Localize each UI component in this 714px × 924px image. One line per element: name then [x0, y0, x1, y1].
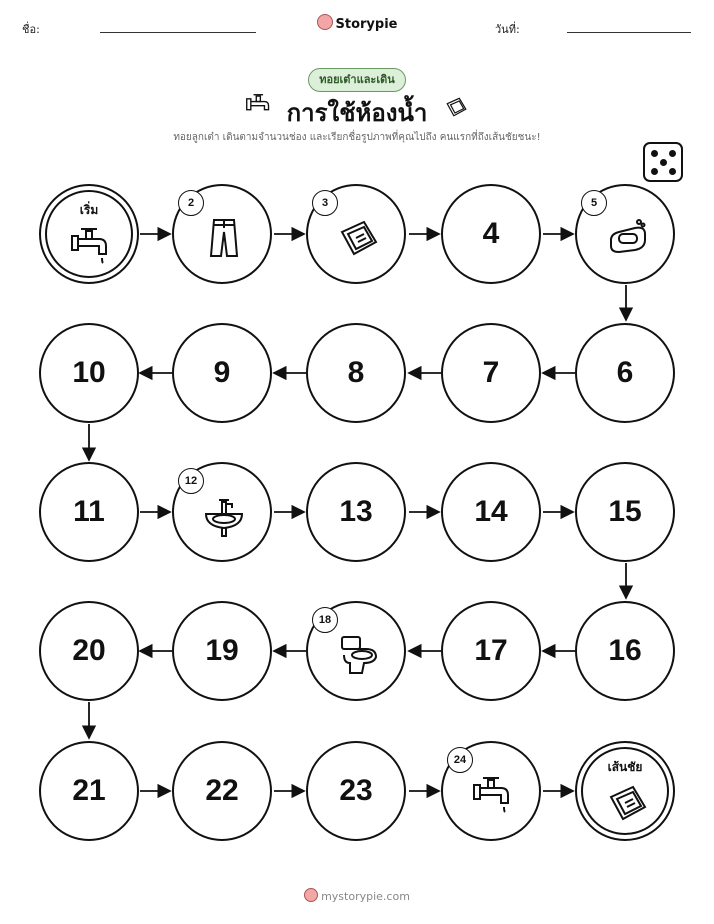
space-number: 13: [339, 495, 373, 528]
space-number-badge: 2: [178, 190, 204, 216]
board-space-11[interactable]: [39, 462, 139, 562]
board-space-25[interactable]: [575, 741, 675, 841]
space-number: 23: [339, 774, 373, 807]
board-space-14[interactable]: [441, 462, 541, 562]
space-number: 4: [482, 217, 500, 250]
space-number: 22: [205, 774, 239, 807]
board-space-13[interactable]: [306, 462, 406, 562]
toilet-icon: [336, 633, 380, 677]
start-label: เริ่ม: [79, 203, 99, 217]
space-number: 8: [347, 356, 365, 389]
space-number: 20: [72, 634, 106, 667]
board-space-3[interactable]: [306, 184, 406, 284]
storypie-logo-icon: [304, 888, 318, 902]
space-number: 9: [213, 356, 231, 389]
space-number: 14: [474, 495, 508, 528]
faucet-icon: [471, 773, 515, 817]
board-space-21[interactable]: [39, 741, 139, 841]
pants-icon: [202, 216, 246, 260]
space-number-badge: 3: [312, 190, 338, 216]
space-number-badge: 18: [312, 607, 338, 633]
space-number: 15: [608, 495, 642, 528]
space-number: 17: [474, 634, 508, 667]
page-title: การใช้ห้องน้ำ: [286, 99, 428, 127]
board-space-10[interactable]: [39, 323, 139, 423]
faucet-icon: [69, 224, 113, 268]
space-number: 7: [482, 356, 500, 389]
board-space-2[interactable]: [172, 184, 272, 284]
space-number: 10: [72, 356, 106, 389]
board-space-12[interactable]: [172, 462, 272, 562]
towel-icon: [605, 781, 649, 825]
soap-icon: [605, 216, 649, 260]
space-number: 16: [608, 634, 642, 667]
space-number: 11: [73, 495, 105, 528]
board-space-8[interactable]: [306, 323, 406, 423]
footer: [0, 888, 714, 903]
name-label: ชื่อ:: [22, 23, 40, 36]
sink-icon: [202, 494, 246, 538]
board-space-15[interactable]: [575, 462, 675, 562]
activity-badge: ทอยเต๋าและเดิน: [308, 68, 406, 92]
towel-icon: [336, 216, 380, 260]
brand-name: Storypie: [335, 17, 398, 32]
board-space-1[interactable]: [39, 184, 139, 284]
board-space-20[interactable]: [39, 601, 139, 701]
board-space-16[interactable]: [575, 601, 675, 701]
board-space-4[interactable]: [441, 184, 541, 284]
space-number-badge: 12: [178, 468, 204, 494]
space-number-badge: 5: [581, 190, 607, 216]
board-space-6[interactable]: [575, 323, 675, 423]
date-label: วันที่:: [495, 23, 520, 36]
board-space-9[interactable]: [172, 323, 272, 423]
space-number: 21: [72, 774, 106, 807]
footer-url[interactable]: mystorypie.com: [321, 890, 410, 903]
instructions: ทอยลูกเต๋า เดินตามจำนวนช่อง และเรียกชื่อรูปภาพที่คุณไปถึง คนแรกที่ถึงเส้นชัยชนะ!: [173, 132, 541, 143]
board-space-7[interactable]: [441, 323, 541, 423]
board-space-19[interactable]: [172, 601, 272, 701]
space-number: 19: [205, 634, 239, 667]
board-space-24[interactable]: [441, 741, 541, 841]
board-space-23[interactable]: [306, 741, 406, 841]
space-number: 6: [616, 356, 634, 389]
board-space-22[interactable]: [172, 741, 272, 841]
board-space-17[interactable]: [441, 601, 541, 701]
finish-label: เส้นชัย: [607, 760, 643, 774]
board-space-18[interactable]: [306, 601, 406, 701]
board-space-5[interactable]: [575, 184, 675, 284]
space-number-badge: 24: [447, 747, 473, 773]
